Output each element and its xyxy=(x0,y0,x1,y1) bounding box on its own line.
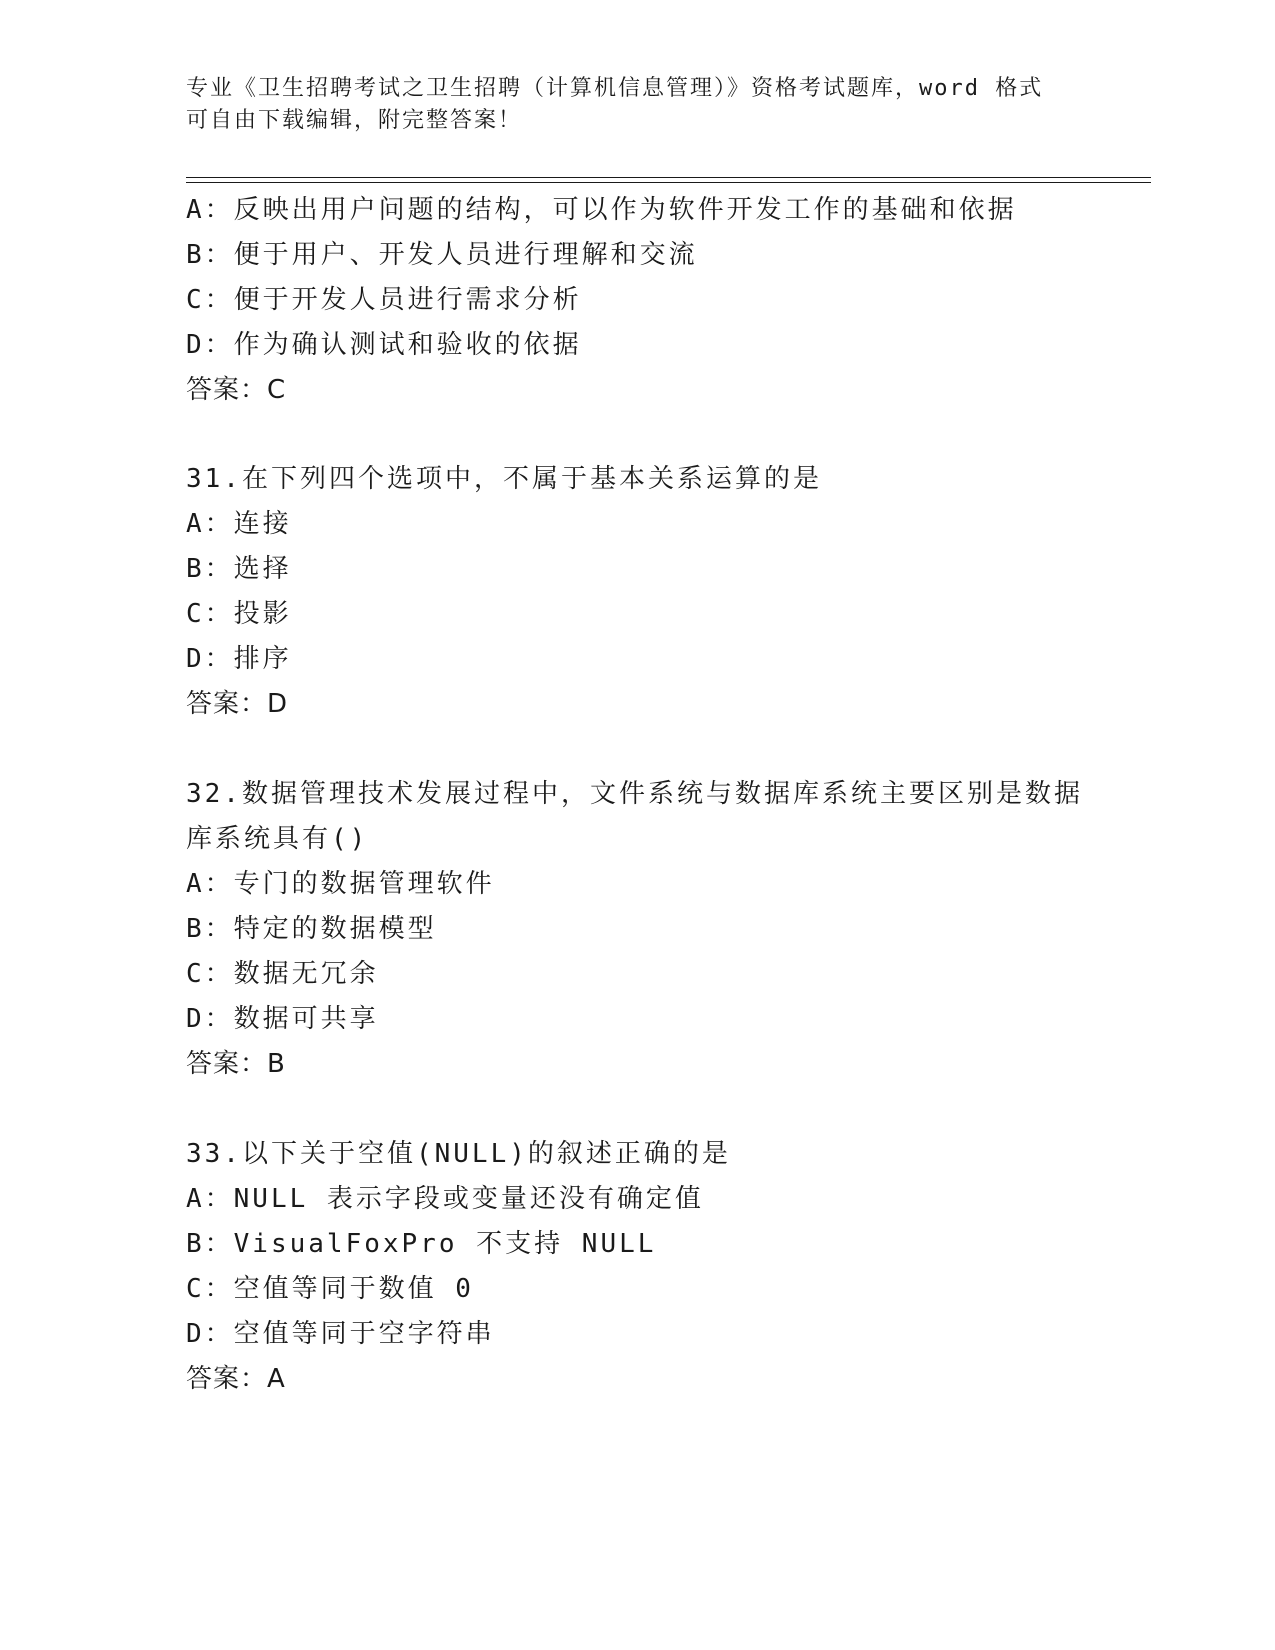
q31-answer: 答案：D xyxy=(186,689,289,719)
q30-option-a: A：反映出用户问题的结构，可以作为软件开发工作的基础和依据 xyxy=(186,195,1017,225)
q31-option-b: B：选择 xyxy=(186,554,292,584)
q30-option-c: C：便于开发人员进行需求分析 xyxy=(186,285,582,315)
header-line-2: 可自由下载编辑，附完整答案！ xyxy=(186,108,523,133)
q30-option-d: D：作为确认测试和验收的依据 xyxy=(186,330,582,360)
q33-stem: 33.以下关于空值(NULL)的叙述正确的是 xyxy=(186,1139,731,1169)
q32-option-d: D：数据可共享 xyxy=(186,1004,379,1034)
q32-option-b: B：特定的数据模型 xyxy=(186,914,437,944)
q33-option-a: A：NULL 表示字段或变量还没有确定值 xyxy=(186,1184,704,1214)
q30-option-b: B：便于用户、开发人员进行理解和交流 xyxy=(186,240,698,270)
q33-option-c: C：空值等同于数值 0 xyxy=(186,1274,474,1304)
header-divider-top xyxy=(186,177,1151,178)
q32-stem-line-2: 库系统具有() xyxy=(186,824,369,854)
q32-stem-line-1: 32.数据管理技术发展过程中，文件系统与数据库系统主要区别是数据 xyxy=(186,779,1083,809)
q31-option-c: C：投影 xyxy=(186,599,292,629)
q33-option-d: D：空值等同于空字符串 xyxy=(186,1319,495,1349)
q32-answer: 答案：B xyxy=(186,1049,286,1079)
q33-option-b: B：VisualFoxPro 不支持 NULL xyxy=(186,1229,657,1259)
header-line-1: 专业《卫生招聘考试之卫生招聘（计算机信息管理）》资格考试题库，word 格式 xyxy=(186,76,1044,101)
q30-answer: 答案：C xyxy=(186,375,287,405)
q31-option-d: D：排序 xyxy=(186,644,292,674)
document-header xyxy=(186,73,1066,137)
q31-stem: 31.在下列四个选项中，不属于基本关系运算的是 xyxy=(186,464,822,494)
q33-answer: 答案：A xyxy=(186,1364,286,1394)
header-divider-bottom xyxy=(186,182,1151,183)
q31-option-a: A：连接 xyxy=(186,509,292,539)
q32-option-c: C：数据无冗余 xyxy=(186,959,379,989)
q32-option-a: A：专门的数据管理软件 xyxy=(186,869,495,899)
